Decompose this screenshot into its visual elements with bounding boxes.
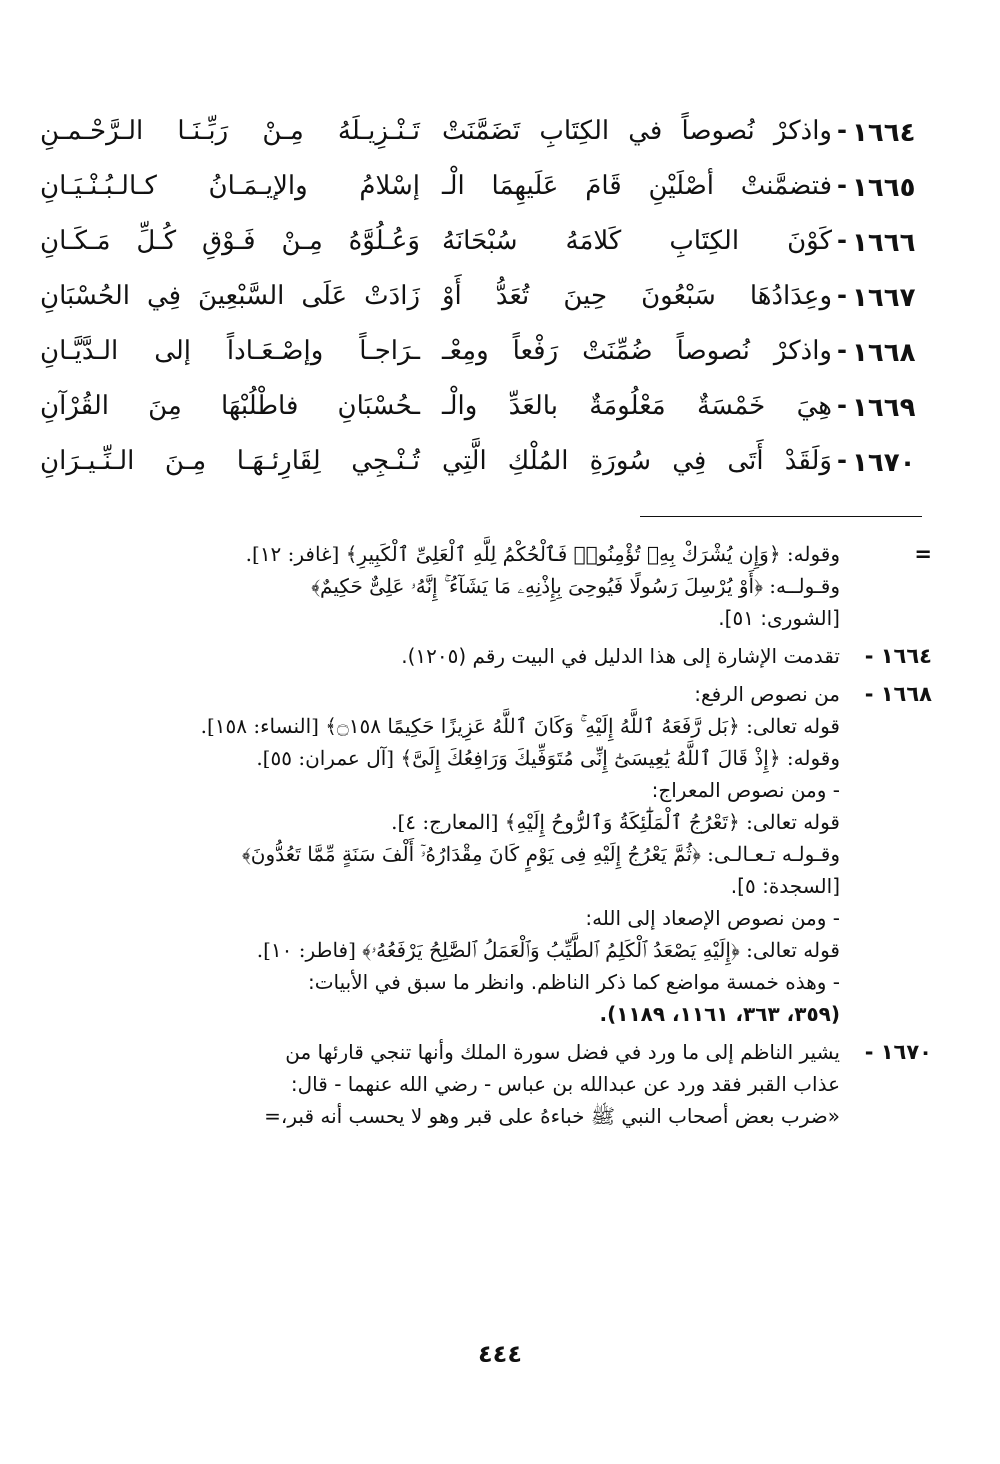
verse-number: ١٦٦٨ <box>852 338 916 368</box>
verse-number: ١٦٦٥ <box>852 173 916 203</box>
footnote-number-text: ١٦٦٨ <box>880 682 932 706</box>
footnote-line: من نصوص الرفع: <box>694 682 840 706</box>
verse-dash: - <box>837 281 847 309</box>
verse-second-hemistich: ـحُسْبَانِ فاطْلُبْهَا مِنَ القُرْآنِ <box>40 391 420 421</box>
verse-first-hemistich: كَوْنَ الكِتَابِ كَلامَهُ سُبْحَانَهُ <box>442 226 832 256</box>
verse-dash: - <box>837 391 847 419</box>
footnote-number-text: ١٦٧٠ <box>880 1040 932 1064</box>
verse-number: ١٦٦٩ <box>852 393 916 423</box>
verse-number: ١٦٧٠ <box>852 448 916 478</box>
footnote-line: - وهذه خمسة مواضع كما ذكر الناظم. وانظر ما سبق في الأبيات: <box>307 970 840 994</box>
verse-second-hemistich: ـرَاجـاً وإصْـعَـاداً إلى الـدَّيَّـانِ <box>40 336 420 366</box>
footnote-number: ١٦٦٨ - <box>864 682 932 706</box>
verse-number: ١٦٦٦ <box>852 228 916 258</box>
verse-1666 <box>40 222 932 277</box>
verse-first-hemistich: واذكرْ نُصوصاً في الكِتَابِ تَضَمَّنَتْ <box>442 116 832 146</box>
footnote-line: تقدمت الإشارة إلى هذا الدليل في البيت رقم (١٢٠٥). <box>401 644 840 668</box>
footnote-line: يشير الناظم إلى ما ورد في فضل سورة الملك وأنها تنجي قارئها من <box>285 1040 840 1064</box>
footnote-line: قوله تعالى: ﴿بَل رَّفَعَهُ ٱللَّهُ إِلَيْهِ ۚ وَكَانَ ٱللَّهُ عَزِيزًا حَكِيمًا ۝١٥٨﴾ [النساء: ١٥٨]. <box>200 714 840 738</box>
footnote-line: - ومن نصوص الإصعاد إلى الله: <box>585 906 840 930</box>
footnote-line: - ومن نصوص المعراج: <box>651 778 840 802</box>
footnote-line: قوله تعالى: ﴿تَعْرُجُ ٱلْمَلَٰٓئِكَةُ وَٱلرُّوحُ إِلَيْهِ﴾ [المعارج: ٤]. <box>391 810 840 834</box>
footnote-continued <box>60 538 932 634</box>
footnote-number: ١٦٧٠ - <box>864 1040 932 1064</box>
footnote-divider <box>640 516 922 517</box>
verse-1665 <box>40 167 932 222</box>
page-number: ٤٤٤ <box>478 1340 522 1368</box>
verse-dash: - <box>837 116 847 144</box>
verse-second-hemistich: تُـنْـجِي لِقَارِئـهَـا مِـنَ الـنِّـيـرَانِ <box>40 446 420 476</box>
footnote-line: [السجدة: ٥]. <box>730 874 840 898</box>
footnote-line: وقـولــه: ﴿أَوْ يُرْسِلَ رَسُولًا فَيُوحِىَ بِإِذْنِهِۦ مَا يَشَآءُ ۚ إِنَّهُۥ عَلِىٌّ حَكِيمٌ﴾ <box>311 574 840 598</box>
footnote-1670 <box>60 1036 932 1132</box>
footnote-line: وقوله: ﴿إِذْ قَالَ ٱللَّهُ يَٰعِيسَىٰٓ إِنِّى مُتَوَفِّيكَ وَرَافِعُكَ إِلَىَّ﴾ [آل عمران: ٥٥]. <box>256 746 840 770</box>
verse-dash: - <box>837 336 847 364</box>
verse-second-hemistich: تَـنْـزِيـلَهُ مِـنْ رَبِّـنَـا الـرَّحْـمـنِ <box>40 116 420 146</box>
verse-1670 <box>40 442 932 497</box>
footnote-number: ١٦٦٤ - <box>864 644 932 668</box>
footnote-line: وقوله: ﴿وَإِن يُشْرَكْ بِهِۦ تُؤْمِنُوا۟ فَٱلْحُكْمُ لِلَّهِ ٱلْعَلِىِّ ٱلْكَبِيرِ﴾ [غافر: ١٢]. <box>245 542 840 566</box>
poem-verses <box>40 112 932 497</box>
footnote-line: وقـولـه تـعـالـى: ﴿ثُمَّ يَعْرُجُ إِلَيْهِ فِى يَوْمٍ كَانَ مِقْدَارُهُۥٓ أَلْفَ سَنَةٍ مِّمَّا تَعُدُّونَ﴾ <box>241 842 840 866</box>
verse-second-hemistich: وَعُـلُوَّهُ مِـنْ فَـوْقِ كُـلِّ مَـكَـانِ <box>40 226 420 256</box>
footnotes <box>60 538 932 1138</box>
verse-first-hemistich: واذكرْ نُصوصاً ضُمِّنَتْ رَفْعاً ومِعْـ <box>442 336 832 366</box>
verse-first-hemistich: فتضمَّنتْ أصْلَيْنِ قَامَ عَلَيهِمَا الْـ <box>442 171 832 201</box>
verse-number: ١٦٦٤ <box>852 118 916 148</box>
verse-first-hemistich: هِيَ خَمْسَةٌ مَعْلُومَةٌ بالعَدِّ والْـ <box>442 391 832 421</box>
verse-1668 <box>40 332 932 387</box>
footnote-line: «ضرب بعض أصحاب النبي ﷺ خباءهُ على قبر وهو لا يحسب أنه قبر،= <box>264 1104 840 1128</box>
verse-1669 <box>40 387 932 442</box>
verse-dash: - <box>837 226 847 254</box>
footnote-line: (٣٥٩، ٣٦٣، ١١٦١، ١١٨٩). <box>599 1002 840 1026</box>
footnote-1664 <box>60 640 932 672</box>
continuation-marker: = <box>914 542 932 566</box>
verse-number: ١٦٦٧ <box>852 283 916 313</box>
verse-first-hemistich: وَلَقَدْ أَتَى فِي سُورَةِ المُلْكِ الَّتِي <box>442 446 832 476</box>
footnote-line: [الشورى: ٥١]. <box>718 606 840 630</box>
footnote-line: قوله تعالى: ﴿إِلَيْهِ يَصْعَدُ ٱلْكَلِمُ ٱلطَّيِّبُ وَٱلْعَمَلُ ٱلصَّٰلِحُ يَرْفَعُهُۥ﴾ [فاطر: ١٠]. <box>256 938 840 962</box>
verse-1667 <box>40 277 932 332</box>
verse-first-hemistich: وعِدَادُهَا سَبْعُونَ حِينَ تُعَدُّ أَوْ <box>442 281 832 311</box>
footnote-number-text: ١٦٦٤ <box>880 644 932 668</box>
footnote-1668 <box>60 678 932 1030</box>
verse-second-hemistich: إسْلامُ والإيـمَـانُ كـالـبُـنْـيَـانِ <box>40 171 420 201</box>
verse-1664 <box>40 112 932 167</box>
footnote-line: عذاب القبر فقد ورد عن عبدالله بن عباس - رضي الله عنهما - قال: <box>290 1072 840 1096</box>
verse-dash: - <box>837 171 847 199</box>
verse-dash: - <box>837 446 847 474</box>
verse-second-hemistich: زَادَتْ عَلَى السَّبْعِينَ فِي الحُسْبَانِ <box>40 281 420 311</box>
